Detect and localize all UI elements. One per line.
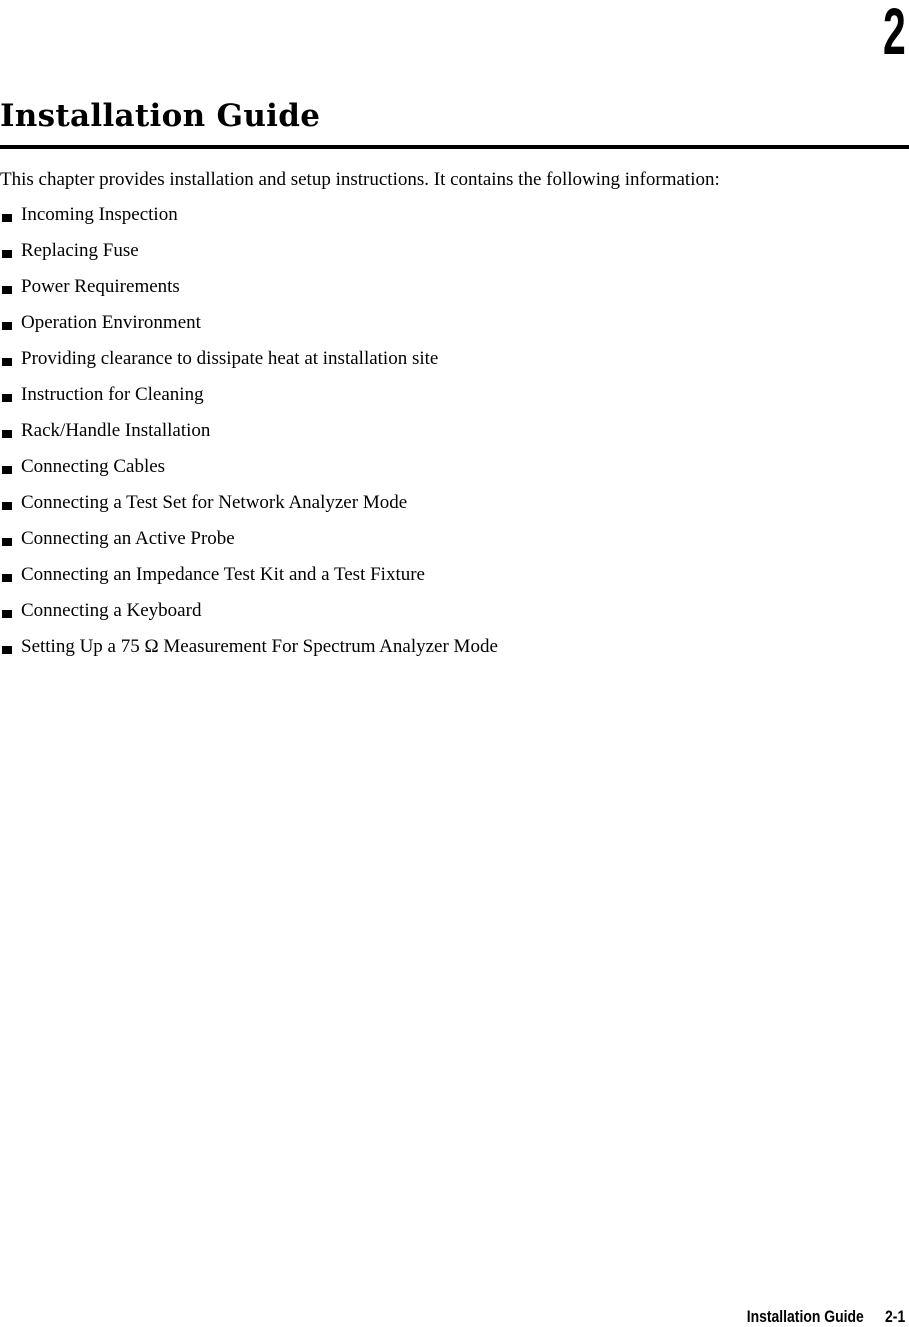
topic-label: Connecting a Test Set for Network Analyzer Mode xyxy=(21,492,408,513)
square-bullet-icon xyxy=(2,430,12,438)
topic-label: Power Requirements xyxy=(21,276,180,297)
topic-label: Operation Environment xyxy=(21,312,201,333)
topic-label: Rack/Handle Installation xyxy=(21,420,211,441)
topic-label: Replacing Fuse xyxy=(21,240,139,261)
square-bullet-icon xyxy=(2,250,12,258)
square-bullet-icon xyxy=(2,574,12,582)
square-bullet-icon xyxy=(2,502,12,510)
topic-label: Setting Up a 75 Ω Measurement For Spectrum Analyzer Mode xyxy=(21,636,498,657)
topic-label: Connecting an Active Probe xyxy=(21,528,235,549)
square-bullet-icon xyxy=(2,394,12,402)
square-bullet-icon xyxy=(2,466,12,474)
square-bullet-icon xyxy=(2,322,12,330)
topic-label: Incoming Inspection xyxy=(21,204,178,225)
square-bullet-icon xyxy=(2,646,12,654)
square-bullet-icon xyxy=(2,358,12,366)
footer-section-title: Installation Guide xyxy=(746,1307,864,1326)
topic-label: Instruction for Cleaning xyxy=(21,384,204,405)
square-bullet-icon xyxy=(2,214,12,222)
topic-label: Providing clearance to dissipate heat at installation site xyxy=(21,348,439,369)
topic-label: Connecting Cables xyxy=(21,456,166,477)
topic-label: Connecting an Impedance Test Kit and a Test Fixture xyxy=(21,564,425,585)
title-divider xyxy=(0,145,909,149)
square-bullet-icon xyxy=(2,610,12,618)
chapter-title: Installation Guide xyxy=(0,98,321,134)
square-bullet-icon xyxy=(2,538,12,546)
chapter-number: 2 xyxy=(883,0,906,68)
footer-page-number: 2-1 xyxy=(884,1307,905,1326)
page-footer xyxy=(747,1307,905,1327)
topic-label: Connecting a Keyboard xyxy=(21,600,202,621)
intro-paragraph: This chapter provides installation and setup instructions. It contains the following information: xyxy=(0,169,720,190)
square-bullet-icon xyxy=(2,286,12,294)
